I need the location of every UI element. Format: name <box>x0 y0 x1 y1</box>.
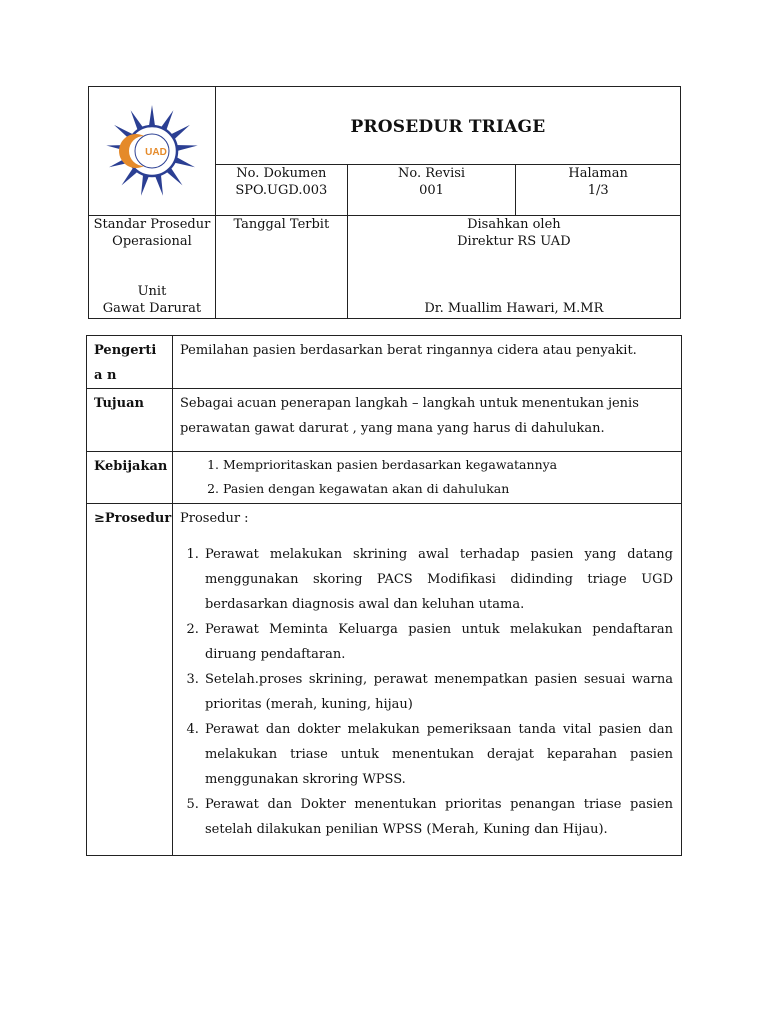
no-dokumen-cell <box>215 165 347 216</box>
tanggal-terbit-cell <box>215 216 347 319</box>
list-item: 2. Pasien dengan kegawatan akan di dahulukan <box>223 477 681 501</box>
title-cell <box>215 87 680 165</box>
kebijakan-cell <box>172 452 681 504</box>
spo-line1: Standar Prosedur <box>93 217 211 232</box>
content-table <box>86 335 682 856</box>
kebijakan-list <box>173 453 681 501</box>
halaman-value: 1/3 <box>587 183 609 198</box>
disahkan-line2: Direktur RS UAD <box>457 234 571 249</box>
no-revisi-label: No. Revisi <box>398 166 466 181</box>
unit-line2: Gawat Darurat <box>102 301 202 316</box>
header-table <box>88 86 681 319</box>
prosedur-label: ≥Prosedur <box>87 504 173 856</box>
disahkan-line1: Disahkan oleh <box>467 217 561 232</box>
no-dokumen-label: No. Dokumen <box>236 166 327 181</box>
list-item: 3. Setelah.proses skrining, perawat menempatkan pasien sesuai warna prioritas (merah, kuning, hijau) <box>203 667 673 717</box>
tujuan-label: Tujuan <box>87 389 173 452</box>
list-item: 2. Perawat Meminta Keluarga pasien untuk melakukan pendaftaran diruang pendaftaran. <box>203 617 673 667</box>
logo-cell <box>89 87 216 216</box>
logo-text: UAD <box>145 147 167 158</box>
tanggal-terbit-label: Tanggal Terbit <box>233 217 330 232</box>
list-item: 4. Perawat dan dokter melakukan pemeriksaan tanda vital pasien dan melakukan triase untuk menentukan derajat keparahan pasien menggunakan skroring WPSS. <box>203 717 673 792</box>
prosedur-intro: Prosedur : <box>179 511 249 526</box>
list-item: 1. Memprioritaskan pasien berdasarkan kegawatannya <box>223 453 681 477</box>
list-item: 1. Perawat melakukan skrining awal terhadap pasien yang datang menggunakan skoring PACS Modifikasi didinding triage UGD berdasarkan diagnosis awal dan keluhan utama. <box>203 542 673 617</box>
uad-logo <box>104 103 200 199</box>
signatory-name: Dr. Muallim Hawari, M.MR <box>424 301 604 316</box>
list-item: 5. Perawat dan Dokter menentukan prioritas penangan triase pasien setelah dilakukan penilian WPSS (Merah, Kuning dan Hijau). <box>203 792 673 842</box>
unit-line1: Unit <box>137 284 167 299</box>
tujuan-text: Sebagai acuan penerapan langkah – langkah untuk menentukan jenis perawatan gawat darurat , yang mana yang harus di dahulukan. <box>172 389 681 452</box>
spo-line2: Operasional <box>112 234 192 249</box>
document-title: PROSEDUR TRIAGE <box>350 117 546 137</box>
kebijakan-label: Kebijakan <box>87 452 173 504</box>
spo-cell <box>89 216 216 319</box>
halaman-cell <box>516 165 681 216</box>
prosedur-cell <box>172 504 681 856</box>
sun-ray <box>149 105 155 127</box>
halaman-label: Halaman <box>568 166 628 181</box>
no-revisi-cell <box>347 165 516 216</box>
pengertian-text: Pemilahan pasien berdasarkan berat ringannya cidera atau penyakit. <box>172 336 681 389</box>
disahkan-cell <box>347 216 680 319</box>
prosedur-list <box>180 542 673 852</box>
pengertian-label: Pengertia n <box>87 336 173 389</box>
no-revisi-value: 001 <box>419 183 444 198</box>
no-dokumen-value: SPO.UGD.003 <box>235 183 328 198</box>
sun-ray <box>175 145 198 151</box>
